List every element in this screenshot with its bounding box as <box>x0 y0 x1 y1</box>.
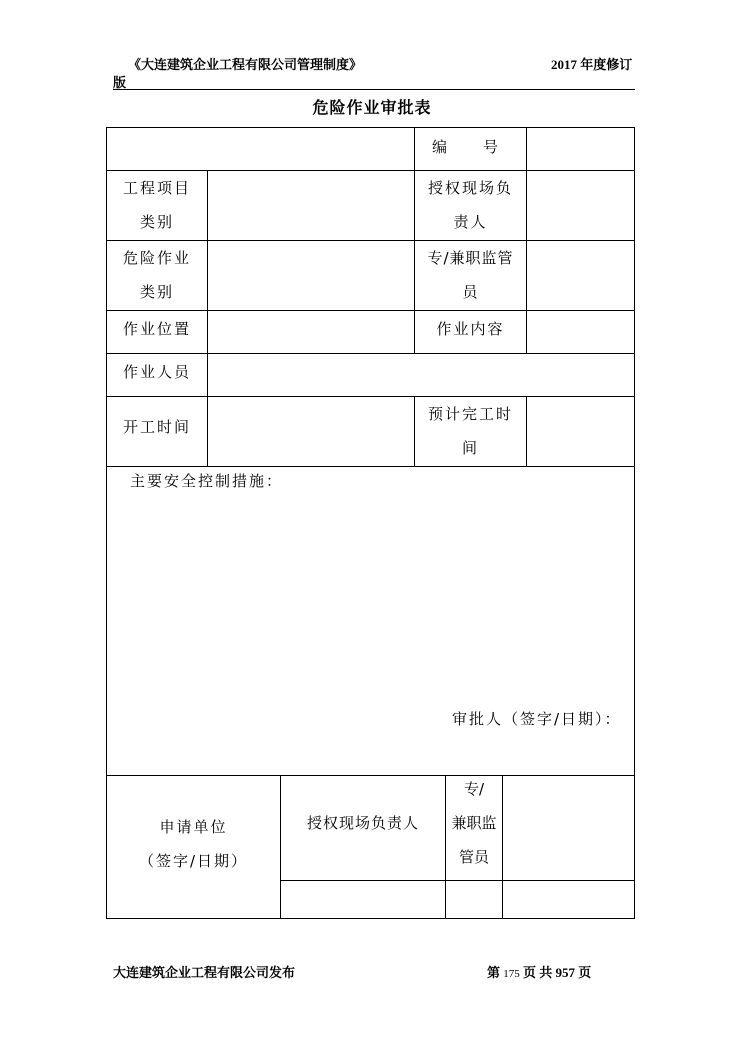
top-blank-field[interactable] <box>107 128 414 170</box>
work-type-field[interactable] <box>208 241 414 310</box>
supervisor-label-line2: 员 <box>462 283 479 301</box>
end-time-label-line2: 间 <box>461 439 479 457</box>
site-manager-label-line1: 授权现场负 <box>427 179 513 197</box>
footer-page-total: 页 共 957 页 <box>523 965 592 980</box>
start-time-label: 开工时间 <box>122 418 191 436</box>
supervisor-field[interactable] <box>527 241 634 310</box>
bottom-supervisor-field[interactable] <box>503 776 634 880</box>
supervisor-label <box>415 241 526 309</box>
work-type-label-line1: 危险作业 <box>122 249 191 267</box>
number-value-field[interactable] <box>527 128 634 170</box>
approver-label: 审批人（签字/日期）： <box>452 710 622 728</box>
header-year-revision: 2017 年度修订 <box>551 57 633 72</box>
content-field[interactable] <box>527 311 634 353</box>
table-border-right <box>634 127 635 919</box>
site-manager-label-line2: 责人 <box>453 213 488 231</box>
project-type-label-line1: 工程项目 <box>122 179 191 197</box>
footer-page-number <box>487 962 591 981</box>
footer-page-current: 175 <box>503 968 520 980</box>
header-year-revision-wrap: 版 <box>113 75 127 90</box>
applicant-label-line1: 申请单位 <box>159 818 228 836</box>
footer-page-prefix: 第 <box>487 965 501 980</box>
bottom-supervisor-label <box>446 772 502 874</box>
start-time-field[interactable] <box>208 397 414 466</box>
location-field[interactable] <box>208 311 414 353</box>
project-type-label <box>107 171 207 239</box>
bottom-supervisor-line3: 管员 <box>458 848 489 866</box>
end-time-label-line1: 预计完工时 <box>427 405 513 423</box>
footer-publisher: 大连建筑企业工程有限公司发布 <box>113 965 296 980</box>
table-border-bottom <box>106 918 635 919</box>
end-time-field[interactable] <box>527 397 634 466</box>
project-type-label-line2: 类别 <box>139 213 174 231</box>
content-label: 作业内容 <box>436 320 505 338</box>
header-document-name: 《大连建筑企业工程有限公司管理制度》 <box>128 57 363 72</box>
supervisor-label-line1: 专/兼职监管 <box>427 249 514 267</box>
measures-label: 主要安全控制措施： <box>130 472 284 490</box>
bottom-extra-sign-field[interactable] <box>503 881 634 918</box>
personnel-label: 作业人员 <box>122 363 191 381</box>
work-type-label <box>107 241 207 309</box>
number-label: 编 号 <box>432 138 501 156</box>
location-label: 作业位置 <box>122 320 191 338</box>
site-manager-field[interactable] <box>527 171 634 240</box>
bottom-supervisor-line2: 兼职监 <box>451 814 497 832</box>
measures-field[interactable] <box>107 500 634 700</box>
project-type-field[interactable] <box>208 171 414 240</box>
end-time-label <box>415 397 526 465</box>
form-title: 危险作业审批表 <box>312 98 432 117</box>
bottom-site-manager-label: 授权现场负责人 <box>306 814 419 832</box>
applicant-label <box>107 810 280 878</box>
personnel-field[interactable] <box>208 354 634 396</box>
work-type-label-line2: 类别 <box>139 283 174 301</box>
bottom-supervisor-sign-field[interactable] <box>446 881 502 918</box>
bottom-site-manager-sign-field[interactable] <box>281 881 445 918</box>
applicant-label-line2: （签字/日期） <box>138 852 249 870</box>
bottom-supervisor-line1: 专/ <box>463 780 485 798</box>
site-manager-label <box>415 171 526 239</box>
header-rule <box>113 89 635 90</box>
